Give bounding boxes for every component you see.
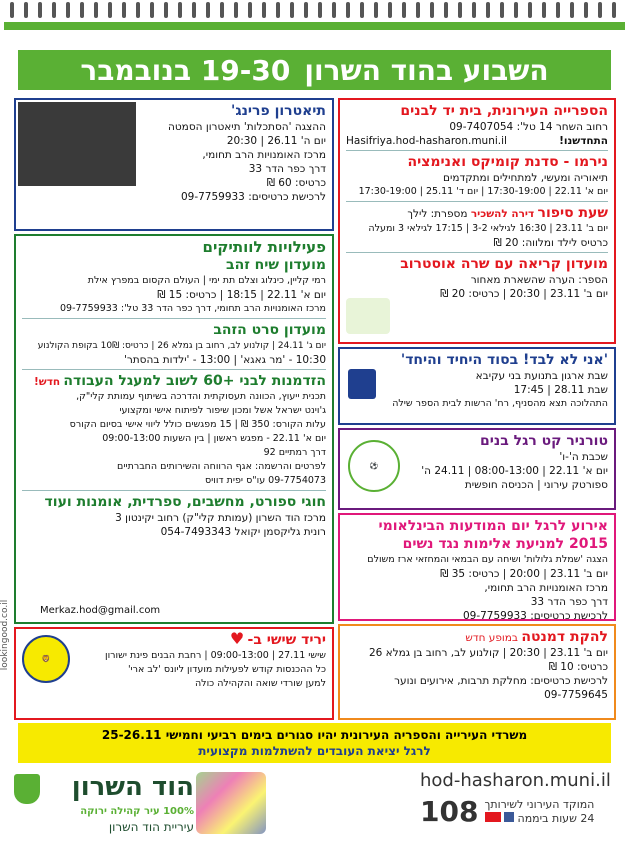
spiral-ring (360, 2, 364, 18)
header-bar (4, 22, 625, 30)
football-box (338, 428, 616, 510)
spiral-ring (472, 2, 476, 18)
alone-note: התהלוכה תצא מהסניף, רח' הרשות לבית הספר שילה (392, 398, 608, 409)
spiral-ring (542, 2, 546, 18)
spiral-ring (444, 2, 448, 18)
spiral-ring (500, 2, 504, 18)
story-times: יום ב' 23.11 | 16:30 לגילאי 3-2 | 17:15 לגילאי 3 ומעלה (368, 223, 608, 234)
spiral-ring (206, 2, 210, 18)
alone-time: שבת 28.11 | 17:45 (513, 384, 608, 396)
site-link[interactable]: hod-hasharon.muni.il (420, 770, 611, 791)
spiral-ring (584, 2, 588, 18)
seniors-title: פעילויות לוותיקים (202, 238, 326, 256)
spiral-ring (150, 2, 154, 18)
club3-title: הזדמנות לבני +60 לשוב למעגל העבודה (63, 373, 326, 389)
club3-line-7: 09-7754073 עו"ס יפית דוויס (204, 475, 326, 486)
spiral-ring (122, 2, 126, 18)
spiral-ring (66, 2, 70, 18)
band-new-show: במופע חדש (465, 632, 518, 644)
spiral-ring (598, 2, 602, 18)
violence-line-5: לרכישת כרטיסים: 09-7759933 (462, 610, 608, 621)
spiral-ring (136, 2, 140, 18)
fair-title: יריד שישי ב- (247, 632, 326, 648)
library-site-link[interactable]: Hasifriya.hod-hasharon.muni.il (346, 135, 507, 147)
hotline-block (420, 770, 615, 842)
spiral-ring (220, 2, 224, 18)
band-line-3: לרכישת כרטיסים: מחלקת תרבות, אירועים ונוער (394, 675, 608, 687)
fair-line-2: למען שורדי שואה והקהילה כולה (194, 678, 326, 689)
credit-text: lookingood.co.il (0, 599, 11, 671)
spiral-ring (612, 2, 616, 18)
banner-title: השבוע בהוד השרון (304, 53, 549, 87)
spiral-ring (402, 2, 406, 18)
fair-box (14, 627, 334, 720)
club4-line-2: רונית גליקסמן יקואל 054-7493343 (160, 526, 326, 538)
violence-title: אירוע לרגל יום המודעות הבינלאומי (378, 518, 608, 534)
football-sub: שכבת ה'-ו' (559, 451, 608, 463)
alone-title: 'אני לא לבד! בסוד היחיד והיחד' (400, 352, 608, 368)
theatre-photo (18, 102, 136, 186)
club3-line-3: עלות הקורס: 350 ₪ | 15 מפגשים כולל ליווי אישי בסיום הקורס (69, 419, 326, 430)
library-reg-label: התחדשנו! (559, 135, 608, 147)
club3-line-4: יום א' 22.11 - מפגש ראשון | בין השעות 09:00-13:00 (102, 433, 326, 444)
story-price: כרטיס לילד ומלווה: 20 ₪ (493, 237, 608, 249)
fair-time: שישי 27.11 | 09:00-13:00 | רחבת הבנים פינת ישורון (105, 650, 326, 661)
violence-box (338, 513, 616, 621)
spiral-ring (514, 2, 518, 18)
spiral-ring (388, 2, 392, 18)
spiral-ring (528, 2, 532, 18)
theatre-box (14, 98, 334, 231)
spiral-ring (52, 2, 56, 18)
city-illustration-icon (196, 772, 266, 834)
spiral-ring (38, 2, 42, 18)
alone-sub: שבת ארגון בתנועת בני עקיבא (475, 370, 608, 382)
comics-title: נירמו - סדנת קומיקס ואנימציה (407, 154, 608, 170)
spiral-ring (80, 2, 84, 18)
violence-line-4: דרך כפר הדר 33 (530, 596, 608, 608)
club2-time: יום ג' 24.11 | קולנוע לב, רחוב בן גמלא 26 | כרטיס: 10₪ בקופת הקולנוע (37, 341, 326, 351)
city-sub: עיריית הוד השרון (108, 820, 194, 834)
city-tagline: 100% עיר קהילה ירוקה (80, 806, 194, 817)
football-loc: ספורטק עירוני | הכניסה חופשית (464, 479, 608, 491)
story-title: שעת סיפור (537, 205, 608, 221)
seniors-box (14, 234, 334, 624)
spiral-ring (192, 2, 196, 18)
band-line-2: כרטיס: 10 ₪ (548, 661, 608, 673)
spiral-ring (234, 2, 238, 18)
theatre-line-3: מרכז האומנויות הרב תחומי, (202, 149, 326, 161)
city-emblem-icon (14, 774, 40, 804)
library-box (338, 98, 616, 344)
banner-dates: 19-30 בנובמבר (80, 53, 291, 87)
library-address: רחוב השחר 14 טל': 09-7407054 (449, 121, 608, 133)
hotline-hours: 24 שעות ביממה (517, 811, 595, 825)
closure-notice (18, 723, 611, 763)
club3-line-6: לפרטים והרשמה: אגף הרווחה והשירותים החברתיים (117, 461, 326, 472)
band-box (338, 624, 616, 720)
reading-logo-icon (346, 298, 390, 334)
theatre-line-6: לרכישת כרטיסים: 09-7759933 (180, 191, 326, 203)
club4-title: חוגי ספורט, מחשבים, ספרדית, אומנות ועוד (44, 494, 326, 510)
spiral-ring (94, 2, 98, 18)
club1-loc: מרכז האומנויות הרב תחומי, דרך כפר הדר 33 טל': 09-7759933 (60, 303, 326, 314)
football-time: יום א' 22.11 | 08:00-13:00 | 24.11 ה' (421, 465, 608, 477)
spiral-ring (178, 2, 182, 18)
facebook-icon[interactable] (504, 812, 514, 822)
bnei-akiva-logo-icon (348, 369, 376, 399)
notice-line-2: לרגל יציאת העובדים להשתלמות מקצועית (198, 744, 431, 758)
spiral-ring (458, 2, 462, 18)
reading-times: יום ב' 23.11 | 20:30 | כרטיס: 20 ₪ (440, 288, 608, 300)
spiral-ring (304, 2, 308, 18)
city-logo (14, 768, 194, 840)
reading-book: הספר: הערה שהשארת מאחור (470, 274, 608, 286)
spiral-ring (10, 2, 14, 18)
club1-desc: רמי קליין, כינלוג וצלם תת ימי | העולם הקסום במפרץ אילת (87, 275, 326, 286)
club4-line-1: מרכז הוד השרון (עמותת קלי"ק) רחוב יקינטון 3 (115, 512, 326, 524)
sports-logo-icon: ⚽ (348, 440, 400, 492)
spiral-ring (332, 2, 336, 18)
city-title: הוד השרון (71, 772, 194, 802)
lions-logo-icon: 🦁 (22, 635, 70, 683)
spiral-ring (164, 2, 168, 18)
theatre-line-1: ההצגה 'הסתכלות' תיאטרון הסמטה (168, 121, 326, 133)
band-line-1: יום ב' 23.11 | 20:30 | קולנוע לב, רחוב בן גמלא 26 (368, 647, 608, 659)
reading-title: מועדון קריאה עם שרה אוסטרוב (400, 256, 608, 272)
spiral-ring (108, 2, 112, 18)
spiral-ring (290, 2, 294, 18)
comics-times: יום א' 22.11 | 17:30-19:00 | יום ד' 25.11 | 17:30-19:00 (358, 186, 608, 197)
band-line-4: 09-7759645 (544, 689, 608, 701)
club2-title: מועדון סרט הזהב (213, 322, 326, 338)
spiral-ring (318, 2, 322, 18)
alone-box (338, 347, 616, 425)
spiral-ring (430, 2, 434, 18)
football-title: טורניר קט רגל בנים (480, 433, 608, 449)
banner (18, 50, 611, 90)
spiral-binding (0, 0, 629, 24)
fair-line-1: כל ההכנסות קודש לפעילות מועדון ליונס 'לב ארי' (127, 664, 326, 675)
club1-time: יום א' 22.11 | 18:15 | כרטיס: 15 ₪ (157, 289, 326, 301)
violence-line-2: יום ב' 23.11 | 20:00 | כרטיס: 35 ₪ (440, 568, 608, 580)
club3-line-5: דרך רמתיים 92 (263, 447, 326, 458)
spiral-ring (248, 2, 252, 18)
club4-email-link[interactable]: Merkaz.hod@gmail.com (40, 605, 161, 616)
comics-desc: תיאוריה ומעשי, למתחילים ומתקדמים (443, 172, 608, 184)
youtube-icon[interactable] (485, 812, 501, 822)
spiral-ring (24, 2, 28, 18)
club3-line-2: ג'וינט ישראל אשל ומכון שיפור לפיתוח אישי ומקצועי (119, 405, 326, 416)
club3-new-badge: חדש! (33, 376, 61, 388)
spiral-ring (276, 2, 280, 18)
notice-line-1: משרדי העירייה והספריה העירונית יהיו סגורים בימים רביעי וחמישי 25-26.11 (101, 728, 528, 742)
violence-line-1: הצגה 'שמלת גלולות' ושיחה עם הבמאי והמחזאי ארז משולם (367, 554, 608, 565)
spiral-ring (374, 2, 378, 18)
theatre-line-5: כרטיס: 60 ₪ (266, 177, 326, 189)
spiral-ring (416, 2, 420, 18)
spiral-ring (262, 2, 266, 18)
library-title: הספרייה העירונית, בית יד לבנים (400, 103, 608, 119)
club1-title: מועדון שיח זהב (226, 257, 326, 273)
spiral-ring (556, 2, 560, 18)
hotline-label: המוקד העירוני לשירותך (484, 797, 595, 811)
theatre-line-4: דרך כפר הדר 33 (248, 163, 326, 175)
club2-film: 10:30 - 'מר גאגא' | 13:00 - 'ילדות בהסתר' (123, 354, 326, 366)
violence-line-3: מרכז האומנויות הרב תחומי, (484, 582, 608, 594)
spiral-ring (346, 2, 350, 18)
heart-icon: ♥ (229, 629, 245, 648)
band-title: להקת דמנטה (521, 629, 608, 645)
spiral-ring (570, 2, 574, 18)
spiral-ring (486, 2, 490, 18)
story-sub: דירה להשכיר (470, 208, 535, 220)
club3-line-1: תכנית ייעוץ, הכוונה תעסוקתית והדרכה בשיתוף עמותת קלי"ק, (76, 391, 326, 402)
hotline-number[interactable]: 108 (420, 795, 479, 828)
theatre-line-2: יום ה' 26.11 | 20:30 (226, 135, 326, 147)
violence-title2: 2015 למניעת אלימות נגד נשים (402, 536, 608, 552)
theatre-title: תיאטרון פרינג' (231, 103, 326, 119)
story-teller: מספרת: לילך (407, 208, 468, 220)
